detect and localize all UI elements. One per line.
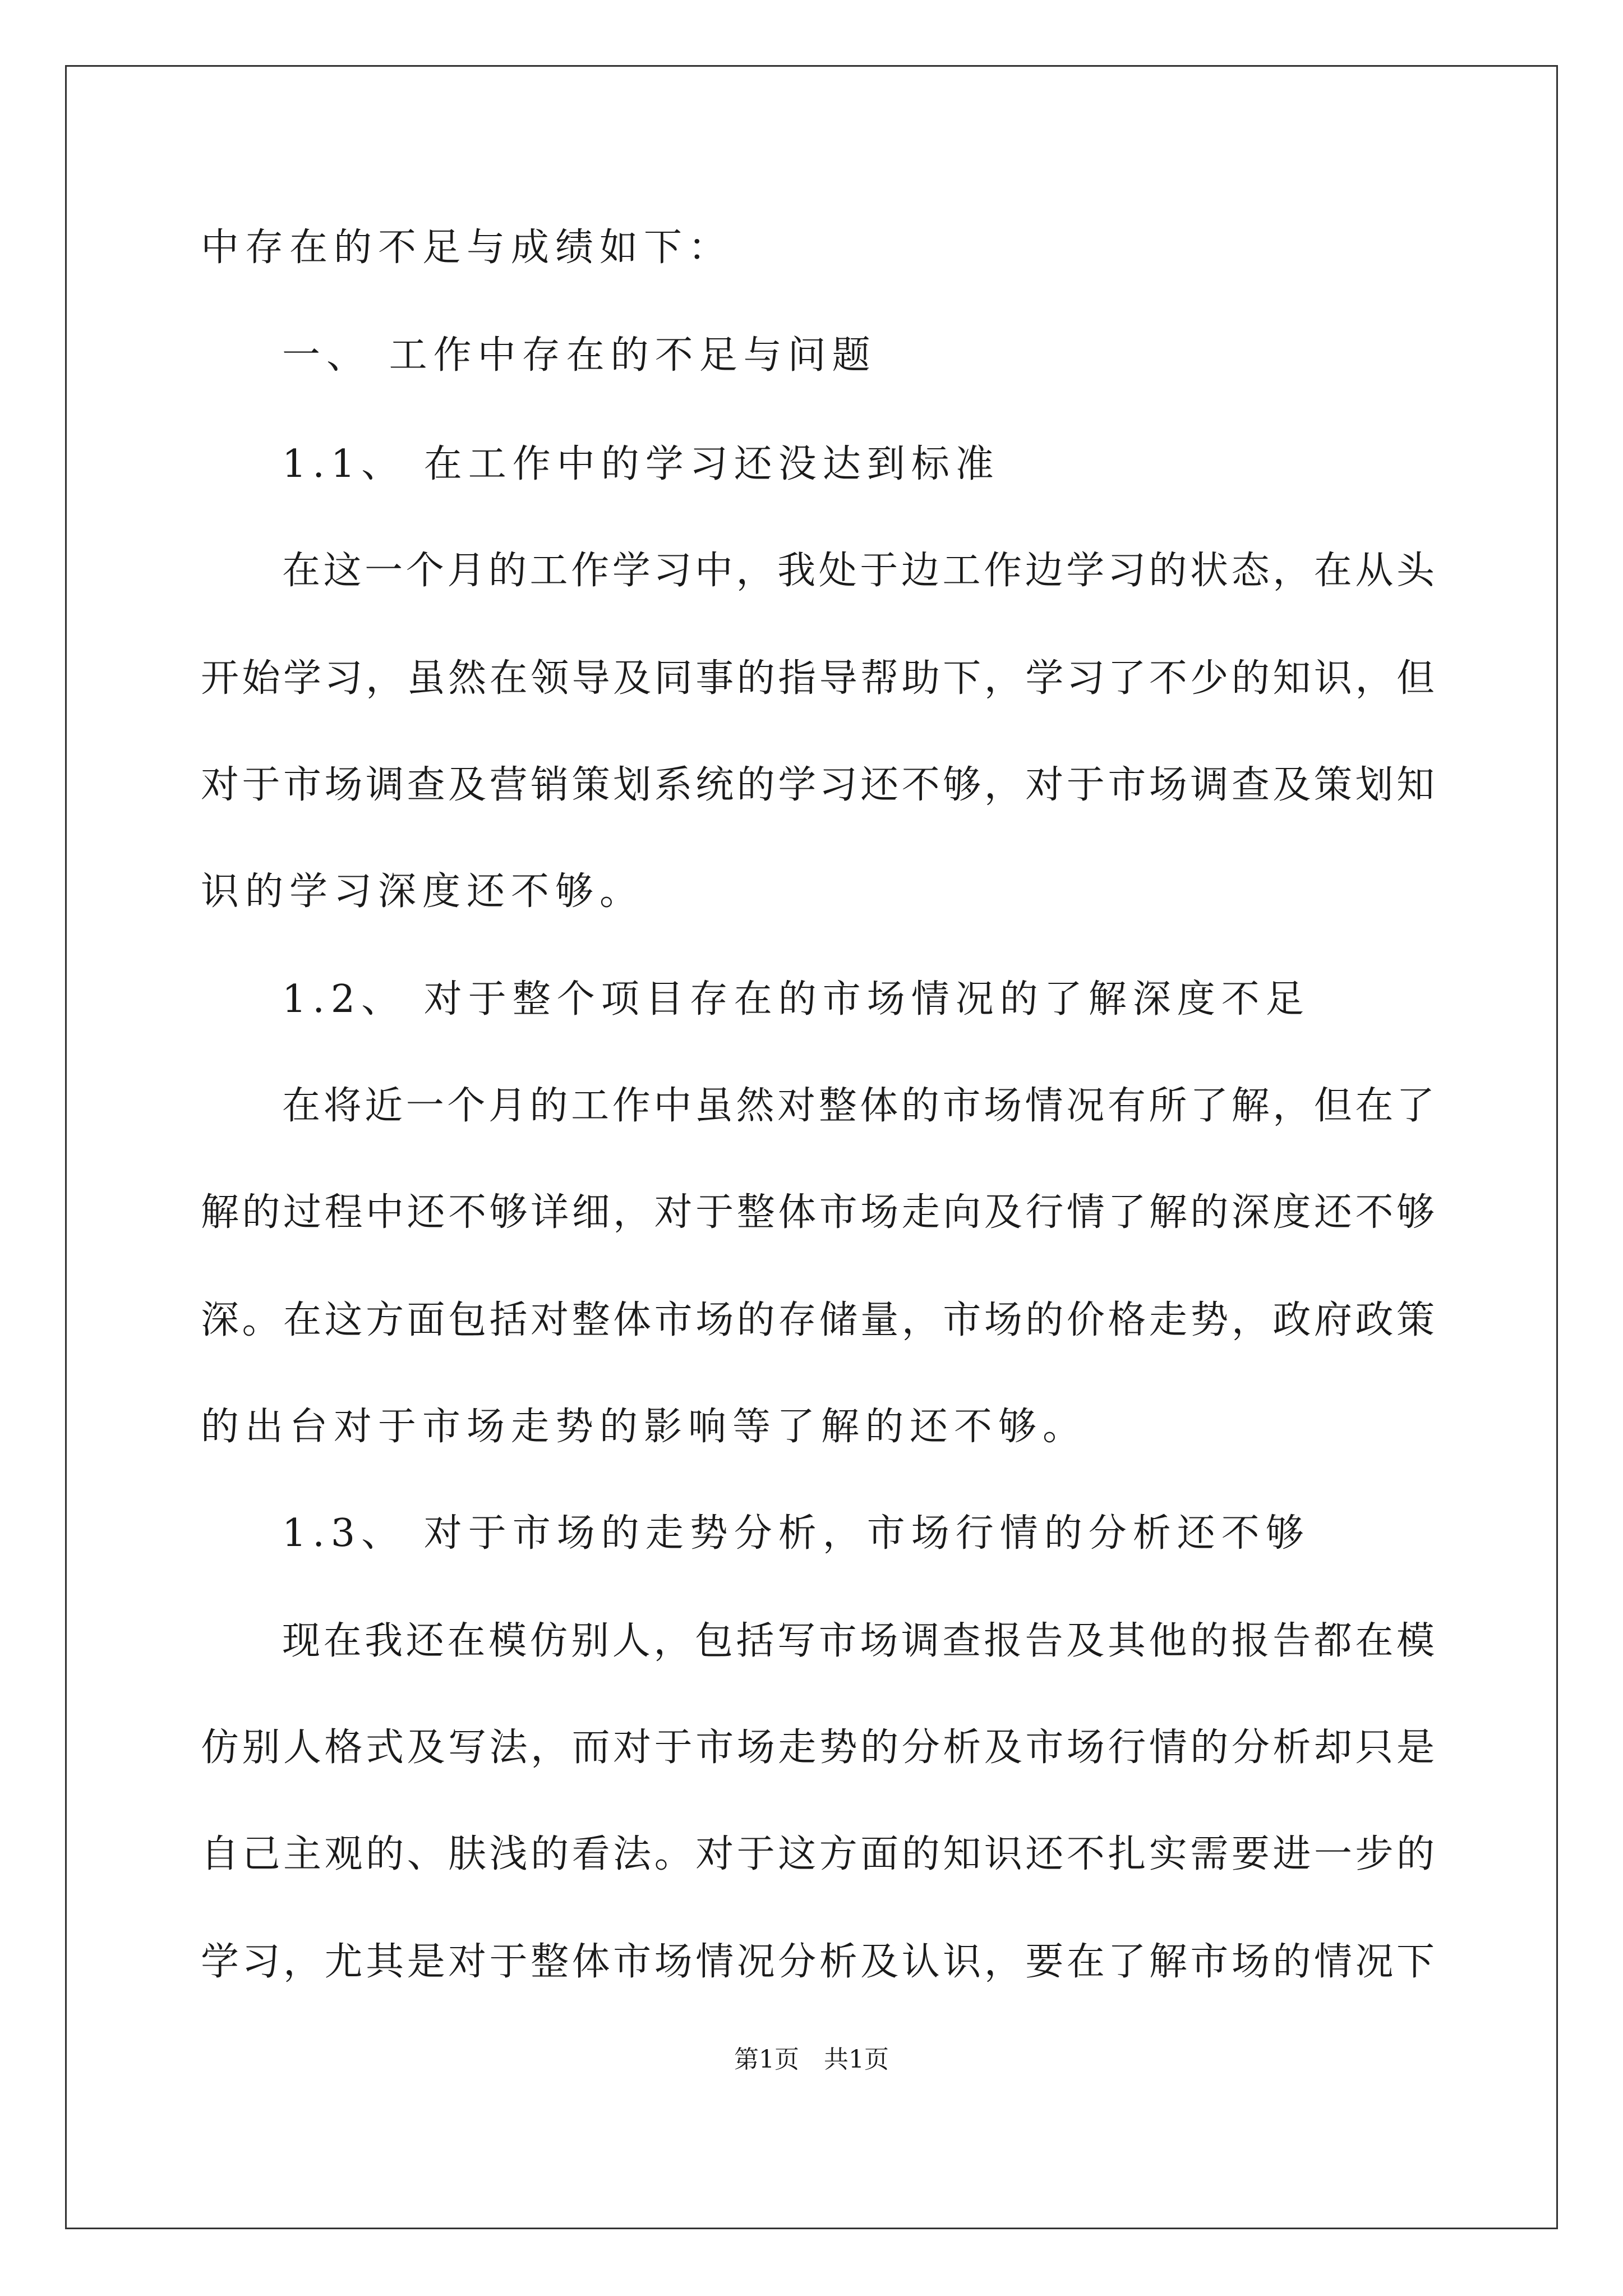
paragraph-line: 学习，尤其是对于整体市场情况分析及认识，要在了解市场的情况下 xyxy=(201,1940,1435,1984)
text-line: 中存在的不足与成绩如下： xyxy=(201,226,733,270)
paragraph-line: 解的过程中还不够详细，对于整体市场走向及行情了解的深度还不够 xyxy=(201,1190,1435,1235)
paragraph-line: 识的学习深度还不够。 xyxy=(201,869,644,914)
page-border xyxy=(65,65,1558,2229)
paragraph-line: 的出台对于市场走势的影响等了解的还不够。 xyxy=(201,1405,1087,1449)
paragraph-line: 对于市场调查及营销策划系统的学习还不够，对于市场调查及策划知 xyxy=(201,763,1435,807)
subsection-heading: 1.2、 对于整个项目存在的市场情况的了解深度不足 xyxy=(282,977,1310,1022)
paragraph-line: 深。在这方面包括对整体市场的存储量，市场的价格走势，政府政策 xyxy=(201,1298,1435,1342)
paragraph-line: 仿别人格式及写法，而对于市场走势的分析及市场行情的分析却只是 xyxy=(201,1726,1435,1770)
paragraph-line: 自己主观的、肤浅的看法。对于这方面的知识还不扎实需要进一步的 xyxy=(201,1832,1435,1876)
page-number-footer: 第1页 共1页 xyxy=(734,2045,889,2074)
subsection-heading: 1.1、 在工作中的学习还没达到标准 xyxy=(282,442,1000,486)
section-heading: 一、 工作中存在的不足与问题 xyxy=(282,333,877,378)
paragraph-line: 在这一个月的工作学习中，我处于边工作边学习的状态，在从头 xyxy=(282,549,1435,593)
subsection-heading: 1.3、 对于市场的走势分析，市场行情的分析还不够 xyxy=(282,1511,1310,1556)
paragraph-line: 现在我还在模仿别人，包括写市场调查报告及其他的报告都在模 xyxy=(282,1619,1435,1663)
paragraph-line: 在将近一个月的工作中虽然对整体的市场情况有所了解，但在了 xyxy=(282,1084,1435,1128)
paragraph-line: 开始学习，虽然在领导及同事的指导帮助下，学习了不少的知识，但 xyxy=(201,656,1435,701)
